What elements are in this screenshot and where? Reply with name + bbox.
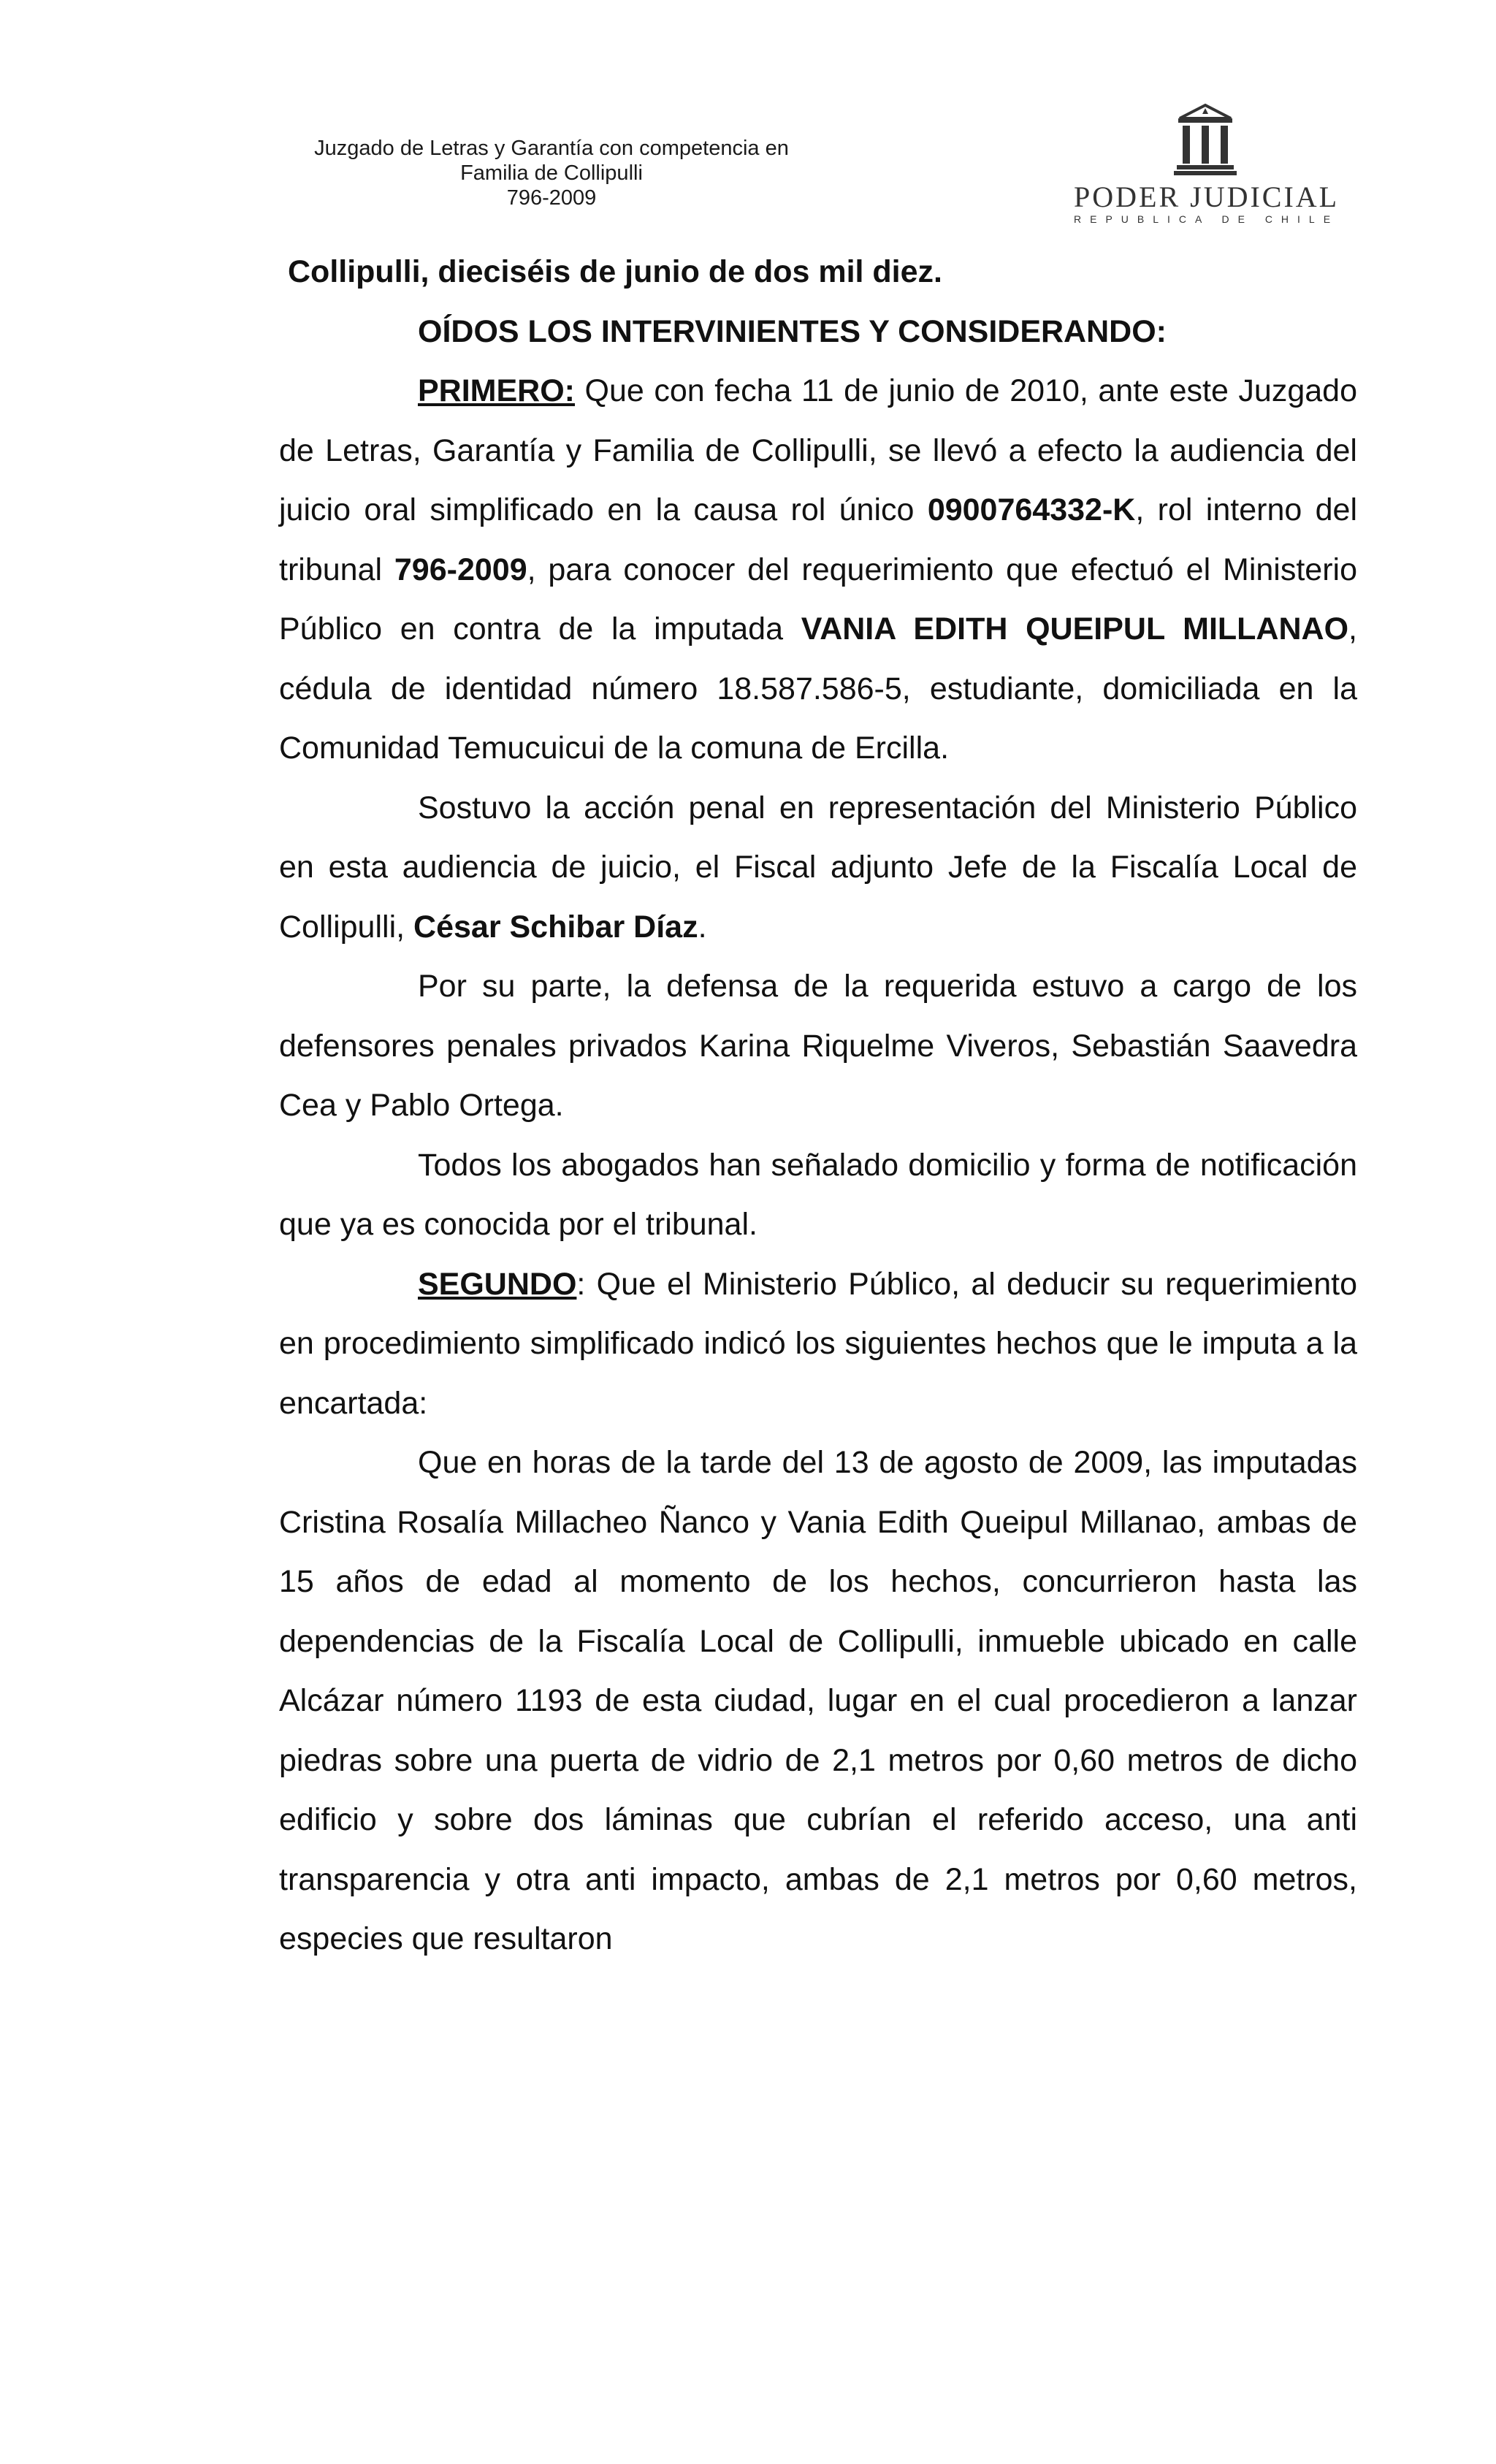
paragraph-domicilio: Todos los abogados han señalado domicilio y forma de notificación que ya es conocida por el tribunal. [279, 1147, 1357, 1242]
imputada-name: VANIA EDITH QUEIPUL MILLANAO [801, 611, 1349, 646]
paragraph-hechos: Que en horas de la tarde del 13 de agosto de 2009, las imputadas Cristina Rosalía Millacheo Ñanco y Vania Edith Queipul Millanao, ambas de 15 años de edad al momento de los hechos, concurrieron hasta las dependencias de la Fiscalía Local de Collipulli, inmueble ubicado en calle Alcázar número 1193 de esta ciudad, lugar en el cual procedieron a lanzar piedras sobre una puerta de vidrio de 2,1 metros por 0,60 metros de dicho edificio y sobre dos láminas que cubrían el referido acceso, una anti transparencia y otra anti impacto, ambas de 2,1 metros por 0,60 metros, especies que resultaron [279, 1445, 1357, 1956]
logo-title: PODER JUDICIAL [1074, 180, 1340, 213]
paragraph-segundo: SEGUNDO: Que el Ministerio Público, al deducir su requerimiento en procedimiento simplificado indicó los siguientes hechos que le imputa a la encartada: [279, 1266, 1357, 1421]
section-heading: OÍDOS LOS INTERVINIENTES Y CONSIDERANDO: [418, 313, 1167, 349]
segundo-label: SEGUNDO [418, 1266, 577, 1302]
paragraph-fiscal: Sostuvo la acción penal en representación del Ministerio Público en esta audiencia de juicio, el Fiscal adjunto Jefe de la Fiscalía Local de Collipulli, César Schibar Díaz. [279, 790, 1357, 945]
court-name-line2: Familia de Collipulli [460, 161, 643, 185]
primero-label: PRIMERO: [418, 373, 575, 408]
date-line: Collipulli, dieciséis de junio de dos mil diez. [288, 254, 942, 289]
paragraph-primero: PRIMERO: Que con fecha 11 de junio de 2010, ante este Juzgado de Letras, Garantía y Familia de Collipulli, se llevó a efecto la audiencia del juicio oral simplificado en la causa rol único 0900764332-K, rol interno del tribunal 796-2009, para conocer del requerimiento que efectuó el Ministerio Público en contra de la imputada VANIA EDITH QUEIPUL MILLANAO, cédula de identidad número 18.587.586-5, estudiante, domiciliada en la Comunidad Temucuicui de la comuna de Ercilla. [279, 373, 1358, 766]
court-header [289, 136, 814, 210]
court-name-line1: Juzgado de Letras y Garantía con competencia en [314, 137, 789, 160]
document-body [279, 243, 1357, 1969]
ruc-number: 0900764332-K [927, 492, 1136, 527]
rit-number: 796-2009 [394, 552, 527, 587]
paragraph-defensa: Por su parte, la defensa de la requerida estuvo a cargo de los defensores penales privados Karina Riquelme Viveros, Sebastián Saavedra Cea y Pablo Ortega. [279, 969, 1357, 1123]
poder-judicial-logo [1074, 102, 1340, 225]
logo-subtitle: REPUBLICA DE CHILE [1074, 213, 1340, 225]
fiscal-name: César Schibar Díaz [413, 909, 698, 945]
case-number: 796-2009 [506, 186, 597, 210]
courthouse-icon [1172, 102, 1238, 175]
